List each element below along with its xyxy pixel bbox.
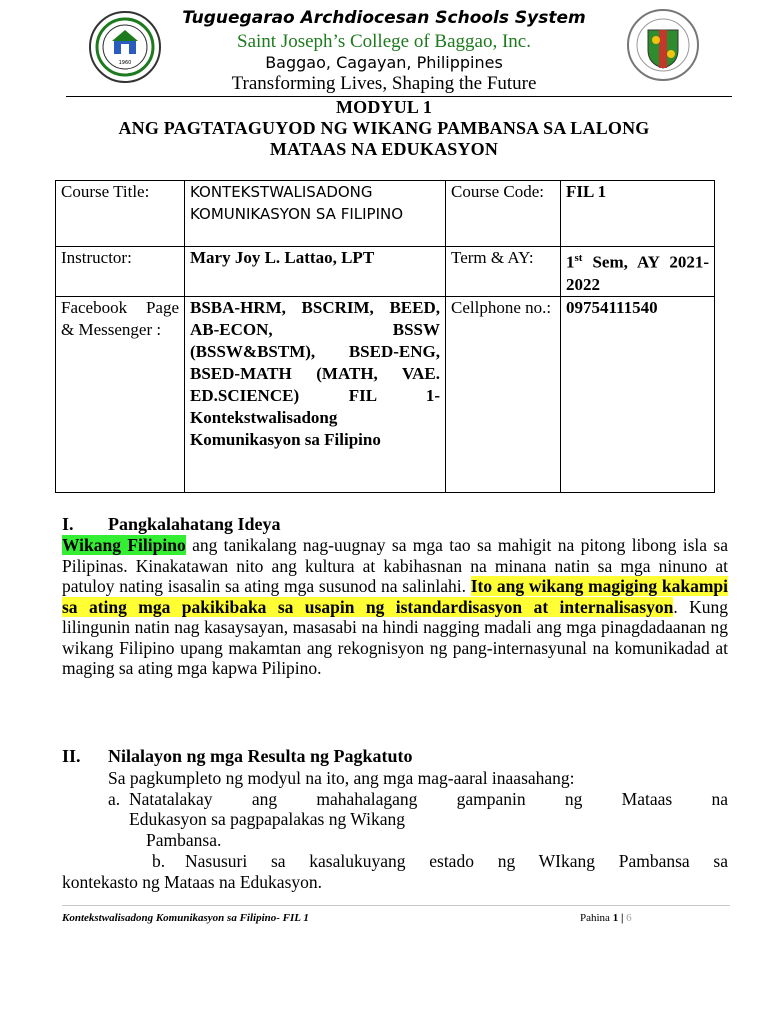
instructor-label: Instructor: [56,247,185,297]
cellphone-value: 09754111540 [561,296,715,492]
item-a-line1 [129,789,728,810]
section2-heading: Nilalayon ng mga Resulta ng Pagkatuto [108,746,413,766]
school-address: Baggao, Cagayan, Philippines [265,53,503,72]
highlight-sentence: Ito ang wikang magiging kakampi sa ating mga pakikibaka sa usapin ng istandardisasyon at internalisasyon [62,576,728,617]
school-system-name: Tuguegarao Archdiocesan Schools System [182,8,586,28]
item-b-line1 [185,851,728,872]
section1-heading: Pangkalahatang Ideya [108,514,281,534]
course-code-value: FIL 1 [561,181,715,247]
item-b-line1-text: Nasusuri sa kasalukuyang estado ng WIkang Pambansa sa [185,851,728,871]
footer-course-title: Kontekstwalisadong Komunikasyon sa Filipino- FIL 1 [62,912,309,924]
term-label: Term & AY: [446,247,561,297]
section2-number: II. [62,746,81,766]
module-title-line1: ANG PAGTATAGUYOD NG WIKANG PAMBANSA SA LALONG [118,118,650,138]
table-row [56,296,715,492]
page-number: 1 [612,912,619,924]
item-b-label: b. [152,851,166,871]
cellphone-label: Cellphone no.: [446,296,561,492]
course-info-table [55,180,715,493]
page-label: Pahina [580,912,610,924]
module-title-line2: MATAAS NA EDUKASYON [269,139,499,159]
term-value [561,247,715,297]
module-number: MODYUL 1 [335,97,433,117]
course-code-label: Course Code: [446,181,561,247]
table-row [56,181,715,247]
section2-intro: Sa pagkumpleto ng modyul na ito, ang mga mag-aaral inaasahang: [108,768,575,788]
course-title-value: KONTEKSTWALISADONG KOMUNIKASYON SA FILIPINO [185,181,446,247]
item-b-line2: kontekasto ng Mataas na Edukasyon. [62,872,323,892]
instructor-value: Mary Joy L. Lattao, LPT [185,247,446,297]
facebook-value: BSBA-HRM, BSCRIM, BEED, AB-ECON, BSSW (BSSW&BSTM), BSED-ENG, BSED-MATH (MATH, VAE. ED.SCIENCE) FIL 1- Kontekstwalisadong Komunikasyon sa Filipino [185,296,446,492]
item-a-line3: Pambansa. [146,830,222,850]
course-title-label: Course Title: [56,181,185,247]
item-a-line1-text: Natatalakay ang mahahalagang gampanin ng Mataas na [129,789,728,809]
section1-paragraph [62,535,728,679]
term-value-sup: st [574,252,583,264]
paragraph-text-b: . Kung lilingunin natin nag kasaysayan, masasabi na hindi nagging madali ang mga pinagdadaanan ng wikang Filipino upang makamtan ang rekognisyon ng pang-internasyunal na komunikadad at maging sa ating mga kapwa Pilipino. [62,596,729,678]
term-value-pre: 1 [566,252,575,272]
page-total: 6 [626,912,632,924]
paragraph-text-a: ang tanikalang nag-uugnay sa mga tao sa mahigit na pitong libong isla sa Pilipinas. Kinakatawan nito ang kultura at kabihasnan na minana natin sa mga ninuno at patuloy nating isasalin sa ating mga susunod na salinlahi. [62,535,728,596]
footer-page-info [580,912,632,924]
svg-text:1960: 1960 [118,60,132,66]
facebook-label: Facebook Page & Messenger : [56,296,185,492]
footer-divider [62,905,730,906]
page-separator: | [620,912,624,924]
term-value-post: Sem, AY 2021-2022 [566,252,709,294]
item-a-line2: Edukasyon sa pagpapalakas ng Wikang [129,809,405,829]
section1-number: I. [62,514,74,534]
school-name: Saint Joseph’s College of Baggao, Inc. [237,31,531,52]
table-row [56,247,715,297]
item-a-label: a. [108,789,121,809]
school-motto: Transforming Lives, Shaping the Future [231,73,537,94]
highlight-wikang-filipino: Wikang Filipino [62,535,186,555]
